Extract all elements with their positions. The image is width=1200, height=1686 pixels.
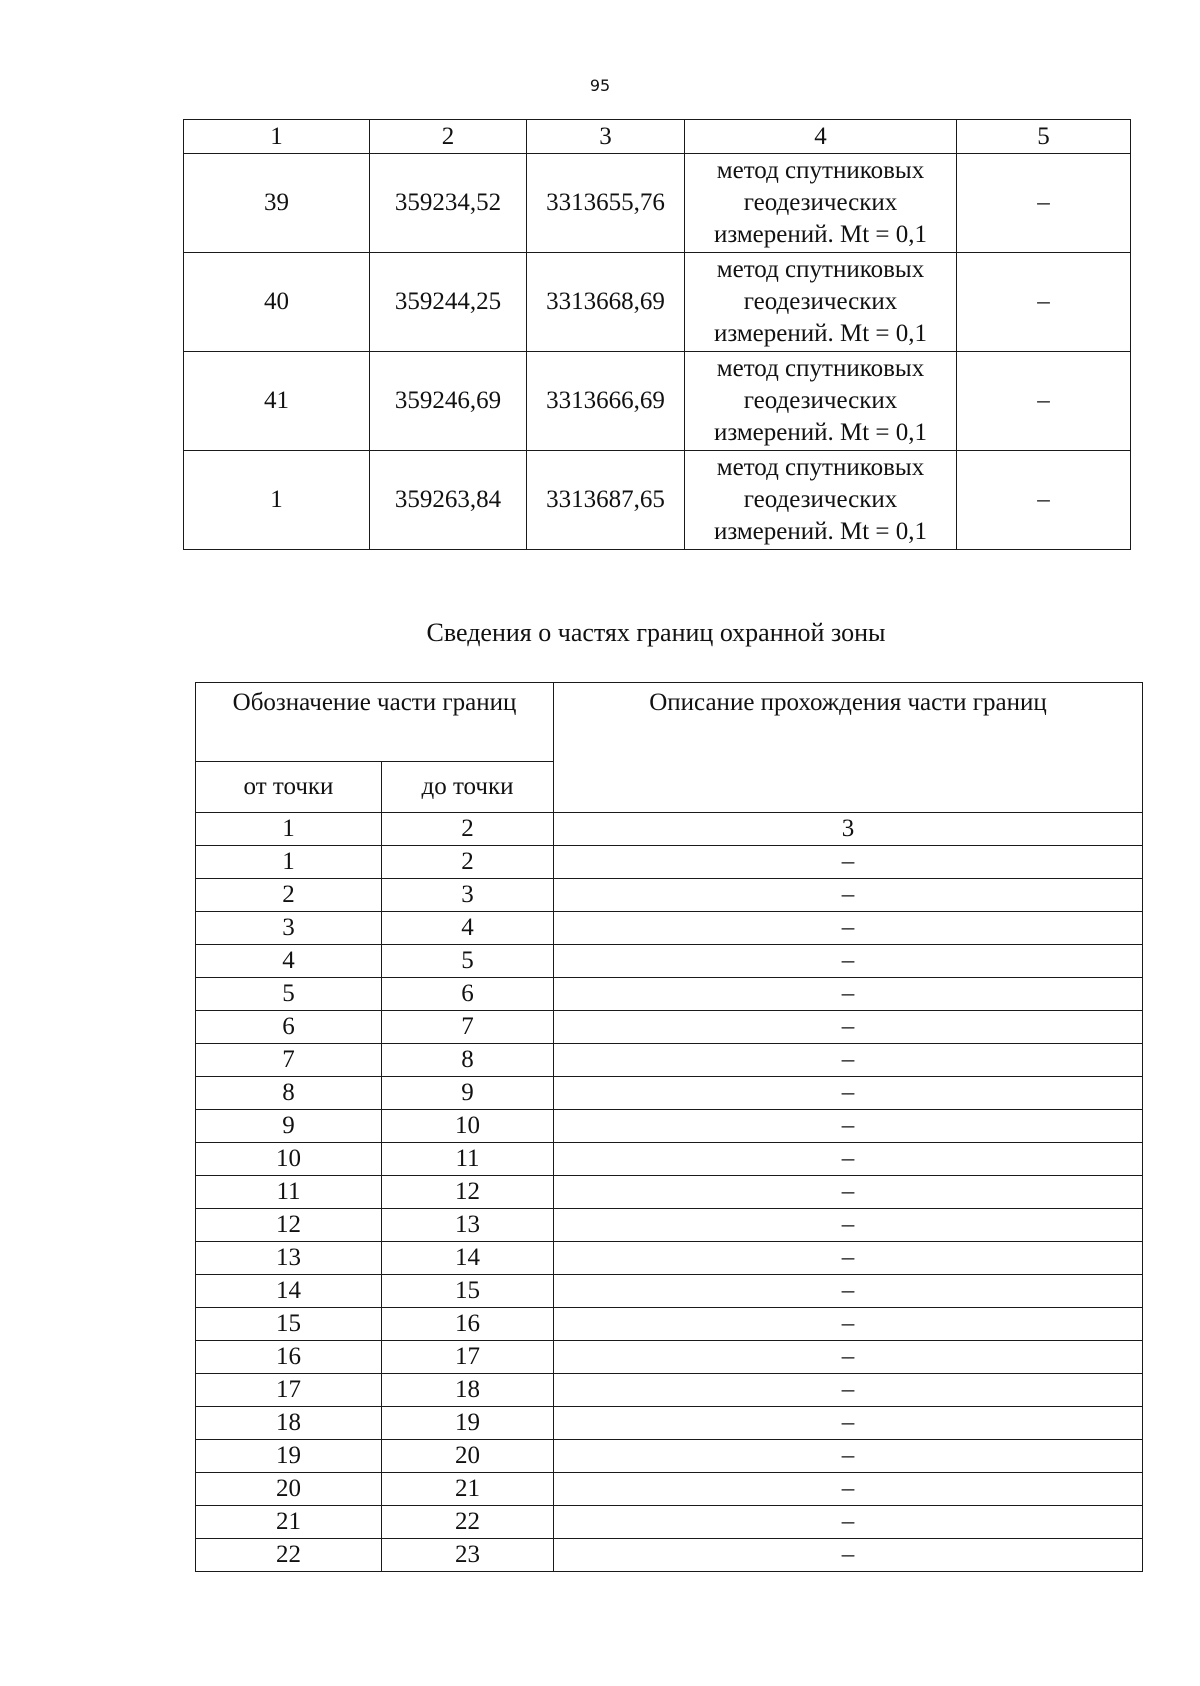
from-point: 21 bbox=[196, 1506, 382, 1539]
table-row bbox=[196, 1176, 1143, 1209]
from-point: 16 bbox=[196, 1341, 382, 1374]
table-row bbox=[196, 1077, 1143, 1110]
from-point: 12 bbox=[196, 1209, 382, 1242]
part-description: – bbox=[554, 1407, 1143, 1440]
method-line: метод спутниковых bbox=[716, 454, 925, 481]
to-point: 17 bbox=[382, 1341, 554, 1374]
part-description: – bbox=[554, 1539, 1143, 1572]
from-point: 14 bbox=[196, 1275, 382, 1308]
table-row bbox=[196, 1506, 1143, 1539]
method-description bbox=[685, 154, 957, 253]
part-description: – bbox=[554, 1176, 1143, 1209]
table-row bbox=[196, 1242, 1143, 1275]
to-point: 9 bbox=[382, 1077, 554, 1110]
parts-header-row bbox=[196, 683, 1143, 762]
note: – bbox=[957, 253, 1131, 352]
point-number: 41 bbox=[184, 352, 370, 451]
from-point: 7 bbox=[196, 1044, 382, 1077]
note: – bbox=[957, 154, 1131, 253]
coordinate-y: 3313655,76 bbox=[527, 154, 685, 253]
part-description: – bbox=[554, 1506, 1143, 1539]
to-point: 2 bbox=[382, 846, 554, 879]
table-row bbox=[196, 1407, 1143, 1440]
to-point: 20 bbox=[382, 1440, 554, 1473]
from-point: 18 bbox=[196, 1407, 382, 1440]
point-number: 39 bbox=[184, 154, 370, 253]
part-description: – bbox=[554, 1341, 1143, 1374]
method-line: измерений. Mt = 0,1 bbox=[713, 419, 928, 446]
from-point: 10 bbox=[196, 1143, 382, 1176]
to-point: 10 bbox=[382, 1110, 554, 1143]
method-line: метод спутниковых bbox=[716, 157, 925, 184]
table-row bbox=[196, 912, 1143, 945]
coordinates-table bbox=[183, 119, 1131, 550]
coordinate-x: 359246,69 bbox=[370, 352, 527, 451]
method-line: измерений. Mt = 0,1 bbox=[713, 518, 928, 545]
designation-header: Обозначение части границ bbox=[196, 683, 554, 762]
to-point: 19 bbox=[382, 1407, 554, 1440]
part-description: – bbox=[554, 1242, 1143, 1275]
to-point: 21 bbox=[382, 1473, 554, 1506]
from-point: 13 bbox=[196, 1242, 382, 1275]
table-row bbox=[196, 1308, 1143, 1341]
table-row bbox=[196, 945, 1143, 978]
table-row bbox=[184, 154, 1131, 253]
method-description bbox=[685, 451, 957, 550]
table-row bbox=[196, 1374, 1143, 1407]
part-description: – bbox=[554, 1110, 1143, 1143]
from-point: 8 bbox=[196, 1077, 382, 1110]
from-point: 22 bbox=[196, 1539, 382, 1572]
to-point: 7 bbox=[382, 1011, 554, 1044]
method-line: измерений. Mt = 0,1 bbox=[713, 221, 928, 248]
part-description: – bbox=[554, 1473, 1143, 1506]
column-number-row bbox=[196, 813, 1143, 846]
table-row bbox=[184, 352, 1131, 451]
to-point: 18 bbox=[382, 1374, 554, 1407]
table-row bbox=[196, 846, 1143, 879]
to-point: 15 bbox=[382, 1275, 554, 1308]
from-point: 11 bbox=[196, 1176, 382, 1209]
to-point: 16 bbox=[382, 1308, 554, 1341]
part-description: – bbox=[554, 1308, 1143, 1341]
from-point: 2 bbox=[196, 879, 382, 912]
method-line: метод спутниковых bbox=[716, 355, 925, 382]
part-description: – bbox=[554, 1143, 1143, 1176]
to-point: 6 bbox=[382, 978, 554, 1011]
coordinate-x: 359234,52 bbox=[370, 154, 527, 253]
column-number: 1 bbox=[196, 813, 382, 846]
coordinate-x: 359244,25 bbox=[370, 253, 527, 352]
to-point: 12 bbox=[382, 1176, 554, 1209]
from-point: 17 bbox=[196, 1374, 382, 1407]
table-row bbox=[196, 1143, 1143, 1176]
from-point: 6 bbox=[196, 1011, 382, 1044]
note: – bbox=[957, 451, 1131, 550]
table-row bbox=[196, 1539, 1143, 1572]
table-row bbox=[196, 1275, 1143, 1308]
from-point: 20 bbox=[196, 1473, 382, 1506]
to-point: 14 bbox=[382, 1242, 554, 1275]
from-point: 5 bbox=[196, 978, 382, 1011]
table-row bbox=[196, 1440, 1143, 1473]
method-line: геодезических bbox=[743, 387, 898, 414]
to-point-header: до точки bbox=[382, 762, 554, 813]
table-row bbox=[196, 978, 1143, 1011]
from-point: 3 bbox=[196, 912, 382, 945]
table-row bbox=[196, 1341, 1143, 1374]
coordinate-x: 359263,84 bbox=[370, 451, 527, 550]
to-point: 4 bbox=[382, 912, 554, 945]
table-row bbox=[196, 1209, 1143, 1242]
column-number: 1 bbox=[184, 120, 370, 154]
table-row bbox=[184, 451, 1131, 550]
description-header: Описание прохождения части границ bbox=[554, 683, 1143, 813]
column-number: 2 bbox=[370, 120, 527, 154]
note: – bbox=[957, 352, 1131, 451]
part-description: – bbox=[554, 846, 1143, 879]
point-number: 40 bbox=[184, 253, 370, 352]
part-description: – bbox=[554, 945, 1143, 978]
part-description: – bbox=[554, 978, 1143, 1011]
part-description: – bbox=[554, 1275, 1143, 1308]
table-row bbox=[196, 1044, 1143, 1077]
method-description bbox=[685, 352, 957, 451]
method-description bbox=[685, 253, 957, 352]
method-line: измерений. Mt = 0,1 bbox=[713, 320, 928, 347]
from-point: 9 bbox=[196, 1110, 382, 1143]
method-line: геодезических bbox=[743, 486, 898, 513]
table-row bbox=[196, 1473, 1143, 1506]
part-description: – bbox=[554, 1011, 1143, 1044]
from-point: 1 bbox=[196, 846, 382, 879]
column-number: 3 bbox=[554, 813, 1143, 846]
table-row bbox=[184, 253, 1131, 352]
part-description: – bbox=[554, 1209, 1143, 1242]
to-point: 8 bbox=[382, 1044, 554, 1077]
part-description: – bbox=[554, 912, 1143, 945]
to-point: 22 bbox=[382, 1506, 554, 1539]
part-description: – bbox=[554, 1440, 1143, 1473]
to-point: 23 bbox=[382, 1539, 554, 1572]
part-description: – bbox=[554, 1044, 1143, 1077]
coordinate-y: 3313668,69 bbox=[527, 253, 685, 352]
table-row bbox=[196, 879, 1143, 912]
method-line: геодезических bbox=[743, 288, 898, 315]
from-point: 19 bbox=[196, 1440, 382, 1473]
table-row bbox=[196, 1011, 1143, 1044]
part-description: – bbox=[554, 1374, 1143, 1407]
column-number: 5 bbox=[957, 120, 1131, 154]
coordinate-y: 3313687,65 bbox=[527, 451, 685, 550]
coordinate-y: 3313666,69 bbox=[527, 352, 685, 451]
to-point: 3 bbox=[382, 879, 554, 912]
from-point: 4 bbox=[196, 945, 382, 978]
column-number: 3 bbox=[527, 120, 685, 154]
column-number: 4 bbox=[685, 120, 957, 154]
from-point: 15 bbox=[196, 1308, 382, 1341]
part-description: – bbox=[554, 879, 1143, 912]
point-number: 1 bbox=[184, 451, 370, 550]
to-point: 13 bbox=[382, 1209, 554, 1242]
method-line: метод спутниковых bbox=[716, 256, 925, 283]
section-title: Сведения о частях границ охранной зоны bbox=[426, 618, 886, 647]
method-line: геодезических bbox=[743, 189, 898, 216]
boundary-parts-table bbox=[195, 682, 1143, 1572]
part-description: – bbox=[554, 1077, 1143, 1110]
coordinates-header-row bbox=[184, 120, 1131, 154]
from-point-header: от точки bbox=[196, 762, 382, 813]
page-number: 95 bbox=[589, 76, 611, 95]
table-row bbox=[196, 1110, 1143, 1143]
column-number: 2 bbox=[382, 813, 554, 846]
to-point: 11 bbox=[382, 1143, 554, 1176]
to-point: 5 bbox=[382, 945, 554, 978]
